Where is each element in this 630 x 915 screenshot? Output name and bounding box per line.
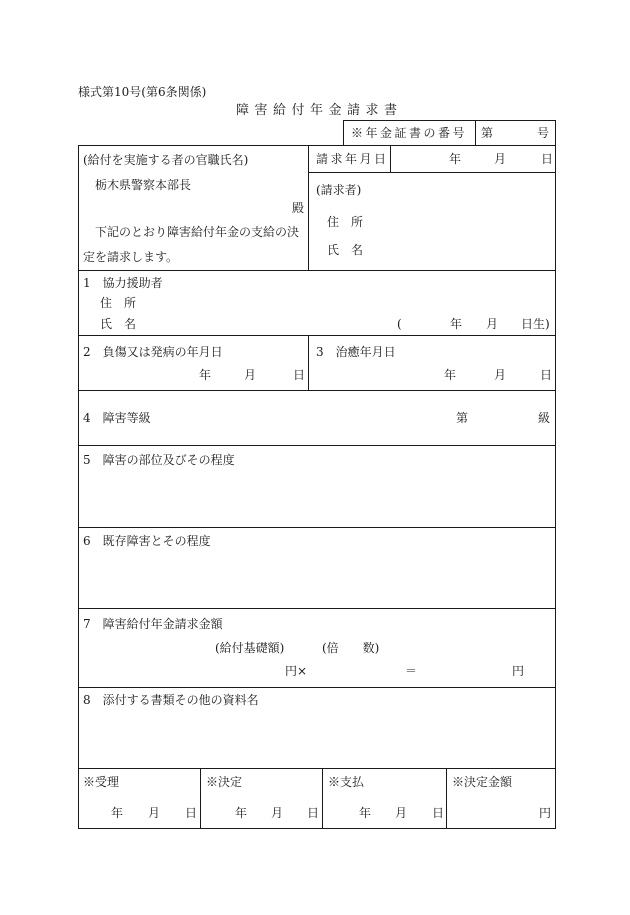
claim-amount-heading: 7 障害給付年金請求金額	[83, 617, 223, 631]
injury-date-day: 日	[293, 368, 306, 382]
recovery-date-day: 日	[540, 368, 553, 382]
disability-grade-suffix: 級	[538, 411, 551, 425]
recovery-date-cell	[308, 335, 556, 391]
claimant-caption: (請求者)	[316, 183, 362, 197]
statement-line-1: 下記のとおり障害給付年金の支給の決	[95, 225, 300, 239]
assistant-cell	[78, 270, 556, 336]
certificate-label-cell	[343, 120, 476, 146]
office-receipt-label: ※受理	[83, 775, 120, 789]
assistant-name-label: 氏 名	[100, 317, 137, 331]
claim-amount-base-label: (給付基礎額)	[215, 641, 285, 655]
form-title: 障害給付年金請求書	[236, 103, 403, 118]
request-date-day: 日	[541, 152, 554, 166]
office-payment-day: 日	[432, 806, 445, 820]
request-date-label: 請求年月日	[316, 152, 389, 166]
claimant-address-label: 住 所	[327, 215, 364, 229]
assistant-heading: 1 協力援助者	[83, 276, 163, 290]
office-payment-month: 月	[395, 806, 408, 820]
recovery-date-month: 月	[494, 368, 507, 382]
office-payment-cell	[322, 768, 447, 829]
injury-date-heading: 2 負傷又は発病の年月日	[83, 345, 223, 359]
office-payment-year: 年	[359, 806, 372, 820]
certificate-number-cell	[475, 120, 556, 146]
assistant-birth-open: (	[397, 317, 402, 331]
addressee-honorific: 殿	[292, 201, 305, 215]
office-receipt-month: 月	[148, 806, 161, 820]
recovery-date-heading: 3 治癒年月日	[316, 345, 396, 359]
office-decision-label: ※決定	[206, 775, 243, 789]
assistant-birth-year: 年	[450, 317, 463, 331]
recovery-date-year: 年	[444, 368, 457, 382]
assistant-address-label: 住 所	[100, 296, 137, 310]
addressee-name: 栃木県警察本部長	[95, 178, 192, 192]
claimant-name-label: 氏 名	[327, 243, 364, 257]
decided-amount-label: ※決定金額	[452, 775, 513, 789]
existing-disability-cell	[78, 527, 556, 609]
disability-grade-heading: 4 障害等級	[83, 411, 151, 425]
disability-grade-cell	[78, 390, 556, 446]
office-payment-label: ※支払	[328, 775, 365, 789]
claim-amount-equals: ＝	[405, 664, 418, 678]
addressee-caption: (給付を実施する者の官職氏名)	[83, 153, 249, 167]
decided-amount-yen: 円	[539, 806, 552, 820]
disability-detail-heading: 5 障害の部位及びその程度	[83, 453, 235, 467]
office-decision-day: 日	[307, 806, 320, 820]
assistant-birth-month: 月	[486, 317, 499, 331]
decided-amount-cell	[446, 768, 556, 829]
assistant-birth-day: 日生)	[521, 317, 550, 331]
disability-detail-cell	[78, 445, 556, 528]
claim-amount-multiplier-label: (倍 数)	[322, 641, 380, 655]
attachments-heading: 8 添付する書類その他の資料名	[83, 693, 259, 707]
certificate-prefix: 第	[481, 126, 494, 140]
injury-date-cell	[78, 335, 309, 391]
form-number: 様式第10号(第6条関係)	[78, 85, 207, 99]
existing-disability-heading: 6 既存障害とその程度	[83, 534, 211, 548]
attachments-cell	[78, 687, 556, 769]
claim-amount-yen-times: 円×	[285, 664, 308, 678]
injury-date-year: 年	[199, 368, 212, 382]
office-decision-cell	[200, 768, 323, 829]
request-date-month: 月	[494, 152, 507, 166]
certificate-suffix: 号	[537, 126, 550, 140]
claimant-cell	[308, 172, 556, 271]
injury-date-month: 月	[244, 368, 257, 382]
statement-line-2: 定を請求します。	[83, 250, 179, 264]
addressee-cell	[78, 145, 309, 271]
office-decision-month: 月	[271, 806, 284, 820]
office-receipt-cell	[78, 768, 201, 829]
disability-grade-prefix: 第	[456, 411, 469, 425]
request-date-year: 年	[449, 152, 462, 166]
claim-amount-cell	[78, 608, 556, 688]
request-date-label-cell	[308, 145, 391, 173]
office-receipt-day: 日	[185, 806, 198, 820]
office-decision-year: 年	[235, 806, 248, 820]
office-receipt-year: 年	[111, 806, 124, 820]
claim-amount-yen: 円	[512, 664, 525, 678]
request-date-value-cell	[390, 145, 556, 173]
certificate-label: ※年金証書の番号	[351, 126, 468, 140]
